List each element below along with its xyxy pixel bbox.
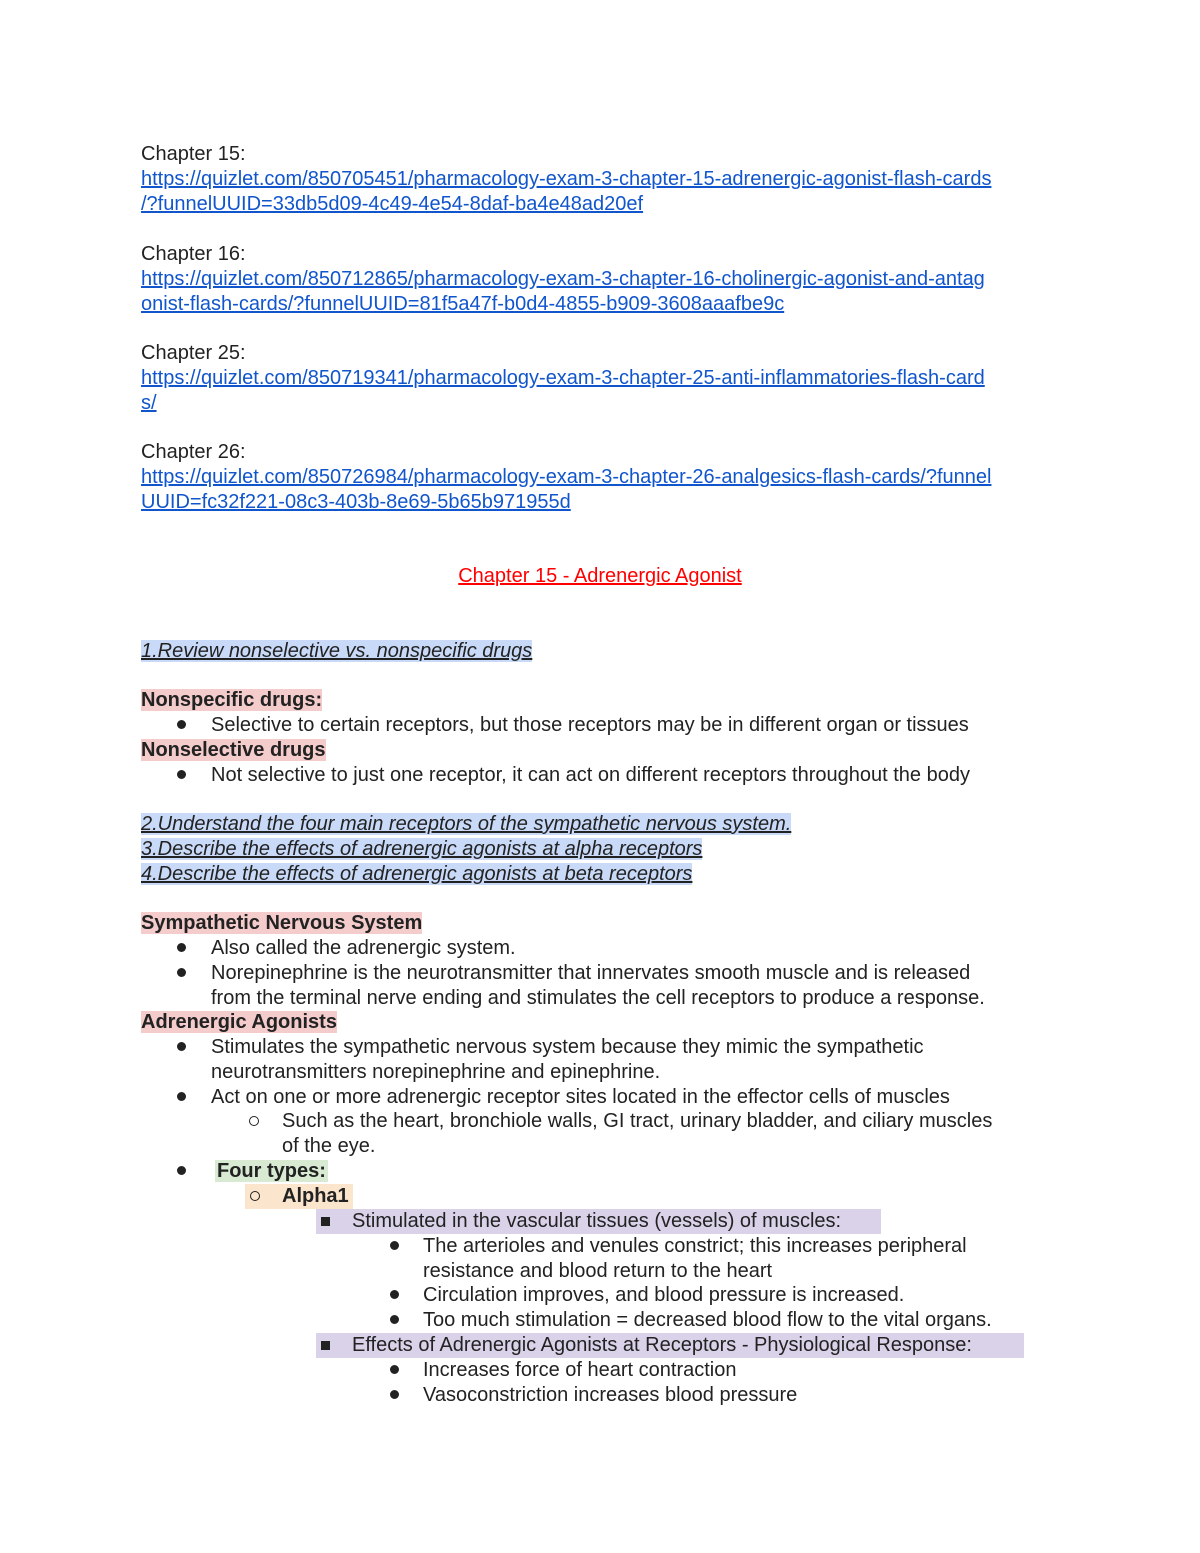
vascular-item-b: Circulation improves, and blood pressure is increased. <box>423 1284 905 1306</box>
chapter-25-link-line1[interactable]: https://quizlet.com/850719341/pharmacology-exam-3-chapter-25-anti-inflammatories-flash-card <box>141 367 985 389</box>
agonists-heading <box>141 1010 337 1035</box>
bullet-icon <box>390 1390 399 1399</box>
agonists-bullet-2: Act on one or more adrenergic receptor sites located in the effector cells of muscles <box>211 1086 950 1108</box>
sns-bullet-2-line1: Norepinephrine is the neurotransmitter that innervates smooth muscle and is released <box>211 962 971 984</box>
nonspecific-heading-text: Nonspecific drugs: <box>141 689 323 711</box>
objective-4-text: 4.Describe the effects of adrenergic agonists at beta receptors <box>141 863 693 885</box>
section-title: Chapter 15 - Adrenergic Agonist <box>458 565 742 587</box>
vascular-heading: Stimulated in the vascular tissues (vessels) of muscles: <box>352 1210 842 1232</box>
nonspecific-bullet: Selective to certain receptors, but those receptors may be in different organ or tissues <box>211 714 969 736</box>
square-bullet-icon <box>321 1217 330 1226</box>
effects-heading: Effects of Adrenergic Agonists at Receptors - Physiological Response: <box>352 1334 972 1356</box>
chapter-25-link-line2[interactable]: s/ <box>141 392 157 414</box>
objective-1-text: 1.Review nonselective vs. nonspecific drugs <box>141 640 533 662</box>
hollow-circle-icon <box>250 1191 260 1201</box>
chapter-16-heading: Chapter 16: <box>141 243 246 265</box>
chapter-26-link-line2[interactable]: UUID=fc32f221-08c3-403b-8e69-5b65b971955d <box>141 491 571 513</box>
agonists-sub-line1: Such as the heart, bronchiole walls, GI tract, urinary bladder, and ciliary muscles <box>282 1110 993 1132</box>
bullet-icon <box>177 770 186 779</box>
chapter-15-link-line1[interactable]: https://quizlet.com/850705451/pharmacology-exam-3-chapter-15-adrenergic-agonist-flash-cards <box>141 168 992 190</box>
sns-heading <box>141 911 422 936</box>
bullet-icon <box>177 1166 186 1175</box>
bullet-icon <box>177 1092 186 1101</box>
objective-3 <box>141 837 702 862</box>
objective-1 <box>141 639 532 664</box>
bullet-icon <box>177 720 186 729</box>
agonists-heading-text: Adrenergic Agonists <box>141 1011 337 1033</box>
bullet-icon <box>177 1042 186 1051</box>
sns-bullet-1: Also called the adrenergic system. <box>211 937 516 959</box>
bullet-icon <box>177 968 186 977</box>
objective-2 <box>141 812 791 837</box>
objective-2-text: 2.Understand the four main receptors of the sympathetic nervous system. <box>141 813 792 835</box>
nonselective-heading <box>141 738 326 763</box>
vascular-item-a-line1: The arterioles and venules constrict; this increases peripheral <box>423 1235 967 1257</box>
vascular-item-c: Too much stimulation = decreased blood flow to the vital organs. <box>423 1309 992 1331</box>
chapter-26-heading: Chapter 26: <box>141 441 246 463</box>
objective-4 <box>141 862 692 887</box>
chapter-25-heading: Chapter 25: <box>141 342 246 364</box>
agonists-bullet-1-line1: Stimulates the sympathetic nervous system because they mimic the sympathetic <box>211 1036 924 1058</box>
bullet-icon <box>390 1365 399 1374</box>
chapter-15-heading: Chapter 15: <box>141 143 246 165</box>
vascular-item-a-line2: resistance and blood return to the heart <box>423 1260 773 1282</box>
nonspecific-heading <box>141 688 322 713</box>
square-bullet-icon <box>321 1341 330 1350</box>
agonists-sub-line2: of the eye. <box>282 1135 376 1157</box>
agonists-bullet-1-line2: neurotransmitters norepinephrine and epinephrine. <box>211 1061 661 1083</box>
alpha1-label: Alpha1 <box>282 1185 349 1207</box>
chapter-26-link-line1[interactable]: https://quizlet.com/850726984/pharmacology-exam-3-chapter-26-analgesics-flash-cards/?funnel <box>141 466 992 488</box>
hollow-circle-icon <box>249 1116 259 1126</box>
four-types-text: Four types: <box>217 1160 326 1182</box>
chapter-15-link-line2[interactable]: /?funnelUUID=33db5d09-4c49-4e54-8daf-ba4e48ad20ef <box>141 193 644 215</box>
bullet-icon <box>390 1290 399 1299</box>
nonselective-heading-text: Nonselective drugs <box>141 739 326 761</box>
effects-item-a: Increases force of heart contraction <box>423 1359 737 1381</box>
bullet-icon <box>390 1241 399 1250</box>
effects-item-b: Vasoconstriction increases blood pressure <box>423 1384 798 1406</box>
sns-heading-text: Sympathetic Nervous System <box>141 912 423 934</box>
nonselective-bullet: Not selective to just one receptor, it can act on different receptors throughout the body <box>211 764 970 786</box>
sns-bullet-2-line2: from the terminal nerve ending and stimulates the cell receptors to produce a response. <box>211 987 985 1009</box>
objective-3-text: 3.Describe the effects of adrenergic agonists at alpha receptors <box>141 838 703 860</box>
four-types <box>215 1159 328 1184</box>
chapter-16-link-line2[interactable]: onist-flash-cards/?funnelUUID=81f5a47f-b0d4-4855-b909-3608aaafbe9c <box>141 293 785 315</box>
bullet-icon <box>390 1315 399 1324</box>
bullet-icon <box>177 943 186 952</box>
chapter-16-link-line1[interactable]: https://quizlet.com/850712865/pharmacology-exam-3-chapter-16-cholinergic-agonist-and-antag <box>141 268 985 290</box>
